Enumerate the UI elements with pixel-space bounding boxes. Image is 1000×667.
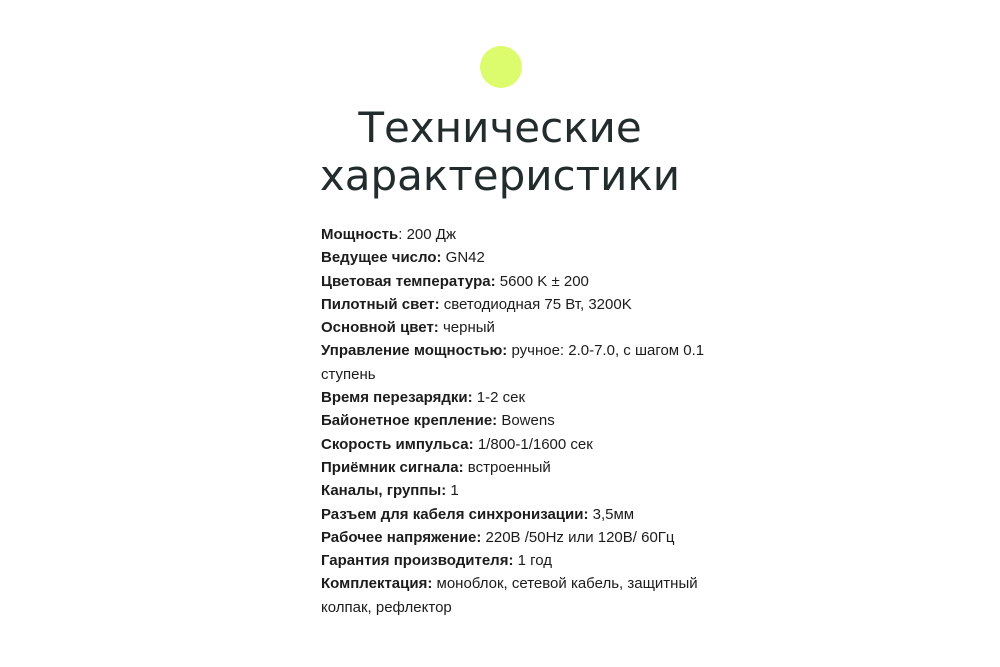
- spec-row: [321, 316, 721, 339]
- spec-value: 1 год: [513, 552, 553, 570]
- spec-value: светодиодная 75 Вт, 3200K: [439, 295, 632, 313]
- spec-row: [321, 339, 721, 386]
- spec-row: [321, 572, 721, 619]
- spec-value: 1/800-1/1600 сек: [473, 435, 593, 453]
- specs-list: [321, 223, 721, 619]
- spec-row: [321, 526, 721, 549]
- page-title: [0, 104, 1000, 200]
- spec-value: 1: [446, 482, 459, 500]
- spec-label: Основной цвет:: [321, 319, 439, 337]
- spec-row: [321, 270, 721, 293]
- spec-row: [321, 479, 721, 502]
- spec-row: [321, 223, 721, 246]
- spec-label: Рабочее напряжение:: [321, 528, 482, 546]
- spec-label: Разъем для кабеля синхронизации:: [321, 505, 589, 523]
- spec-value: : 200 Дж: [398, 226, 456, 243]
- spec-label: Комплектация:: [321, 575, 433, 593]
- accent-circle: [480, 46, 522, 88]
- spec-label: Каналы, группы:: [321, 482, 447, 500]
- spec-label: Цветовая температура:: [321, 272, 496, 290]
- spec-label: Пилотный свет:: [321, 295, 440, 313]
- spec-row: [321, 433, 721, 456]
- spec-value: встроенный: [463, 458, 551, 476]
- spec-row: [321, 549, 721, 572]
- spec-value: 1-2 сек: [472, 389, 526, 407]
- spec-row: [321, 409, 721, 432]
- spec-label: Приёмник сигнала:: [321, 458, 464, 476]
- spec-value: 220В /50Hz или 120В/ 60Гц: [481, 528, 675, 546]
- spec-row: [321, 456, 721, 479]
- spec-row: [321, 246, 721, 269]
- spec-label: Мощность: [321, 226, 399, 243]
- spec-value: GN42: [441, 249, 485, 267]
- page-title-line-1: Технические: [358, 103, 642, 152]
- page-title-line-2: характеристики: [319, 151, 681, 200]
- spec-value: 5600 K ± 200: [495, 272, 589, 290]
- spec-value: моноблок, сетевой кабель, защитный колпак, рефлектор: [321, 575, 698, 616]
- spec-row: [321, 503, 721, 526]
- spec-value: черный: [438, 319, 495, 337]
- spec-value: Bowens: [497, 412, 555, 430]
- spec-label: Байонетное крепление:: [321, 412, 498, 430]
- spec-row: [321, 386, 721, 409]
- spec-label: Гарантия производителя:: [321, 552, 514, 570]
- spec-label: Ведущее число:: [321, 249, 442, 267]
- spec-row: [321, 293, 721, 316]
- spec-label: Управление мощностью:: [321, 342, 508, 360]
- spec-value: ручное: 2.0-7.0, с шагом 0.1 ступень: [321, 342, 705, 383]
- spec-label: Время перезарядки:: [321, 389, 473, 407]
- spec-value: 3,5мм: [588, 505, 635, 523]
- spec-label: Скорость импульса:: [321, 435, 474, 453]
